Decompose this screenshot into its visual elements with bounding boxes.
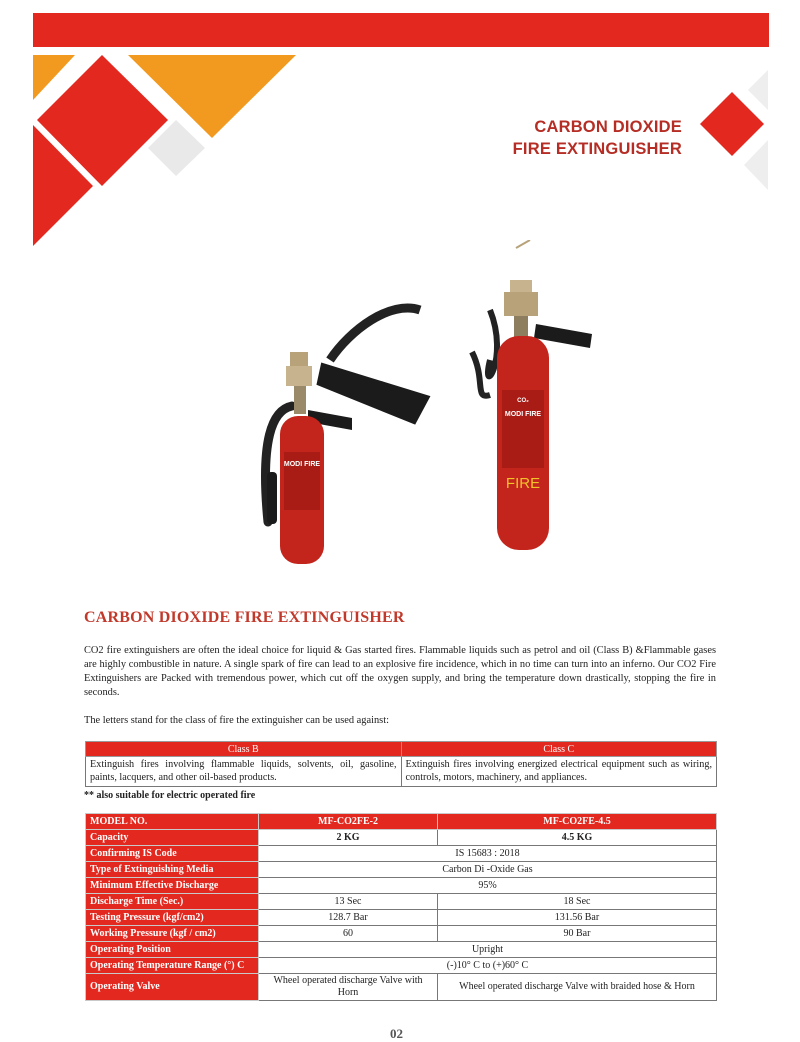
spec-label: Operating Position (86, 942, 259, 958)
spec-row-is-code (86, 846, 717, 862)
deco-grey-triangle-right-bottom (744, 140, 768, 190)
spec-value: Wheel operated discharge Valve with Horn (259, 974, 438, 1001)
spec-value: (-)10° C to (+)60° C (259, 958, 717, 974)
spec-value: Wheel operated discharge Valve with braided hose & Horn (438, 974, 717, 1001)
large-extinguisher (307, 240, 592, 550)
small-label-brand: MODI FIRE (283, 461, 321, 468)
spec-table (85, 813, 717, 1001)
spec-label: Operating Valve (86, 974, 259, 1001)
title-line-2: FIRE EXTINGUISHER (512, 140, 682, 158)
large-label-co2: CO₂ (517, 398, 529, 404)
spec-header-label: MODEL NO. (86, 814, 259, 830)
deco-grey-triangle-right-top (748, 70, 768, 110)
spec-row-temp-range (86, 958, 717, 974)
section-heading: CARBON DIOXIDE FIRE EXTINGUISHER (84, 609, 405, 626)
class-b-description: Extinguish fires involving flammable liquids, solvents, oil, gasoline, paints, lacquers, and other oil-based products. (86, 757, 402, 787)
large-horn (307, 323, 438, 457)
spec-label: Discharge Time (Sec.) (86, 894, 259, 910)
fire-class-header-row (86, 742, 717, 757)
spec-row-valve (86, 974, 717, 1001)
deco-red-diamond-right (700, 92, 764, 156)
fire-class-table (85, 741, 717, 787)
spec-row-min-discharge (86, 878, 717, 894)
spec-row-position (86, 942, 717, 958)
class-intro-paragraph: The letters stand for the class of fire the extinguisher can be used against: (84, 715, 389, 726)
spec-row-working-pressure (86, 926, 717, 942)
spec-header-model-2: MF-CO2FE-2 (259, 814, 438, 830)
spec-row-discharge-time (86, 894, 717, 910)
large-label-brand: MODI FIRE (504, 411, 542, 418)
title-line-1: CARBON DIOXIDE (534, 118, 682, 136)
spec-row-capacity (86, 830, 717, 846)
large-hose-upper (330, 308, 420, 360)
spec-value: 128.7 Bar (259, 910, 438, 926)
class-c-header: Class C (401, 742, 717, 757)
spec-value: 4.5 KG (438, 830, 717, 846)
spec-label: Testing Pressure (kgf/cm2) (86, 910, 259, 926)
spec-label: Confirming IS Code (86, 846, 259, 862)
intro-paragraph: CO2 fire extinguishers are often the ideal choice for liquid & Gas started fires. Flammable liquids such as petrol and oil (Class B) &Flammable gases are highly combustible in nature. A single spark of fire can lead to an explosive fire incidence, which in no time can turn into an inferno. Our CO2 Fire Extinguishers are Packed with tremendous power, which cut off the oxygen supply, and bring the temperature down drastically, stopping the fire in seconds. (84, 645, 716, 698)
page-number: 02 (390, 1026, 403, 1041)
fire-class-row (86, 757, 717, 787)
small-horn (267, 472, 277, 524)
spec-header-model-4-5: MF-CO2FE-4.5 (438, 814, 717, 830)
spec-value: 131.56 Bar (438, 910, 717, 926)
electric-note: ** also suitable for electric operated fire (84, 790, 256, 801)
spec-header-row (86, 814, 717, 830)
spec-value: 18 Sec (438, 894, 717, 910)
spec-value: IS 15683 : 2018 (259, 846, 717, 862)
spec-value: 60 (259, 926, 438, 942)
spec-value: 13 Sec (259, 894, 438, 910)
spec-value: 95% (259, 878, 717, 894)
page-title (513, 116, 682, 160)
spec-label: Minimum Effective Discharge (86, 878, 259, 894)
class-b-header: Class B (86, 742, 402, 757)
spec-label: Working Pressure (kgf / cm2) (86, 926, 259, 942)
spec-value: 90 Bar (438, 926, 717, 942)
spec-label: Operating Temperature Range (°) C (86, 958, 259, 974)
spec-row-testing-pressure (86, 910, 717, 926)
large-label-fire: FIRE (505, 475, 541, 492)
extinguisher-photo (240, 240, 600, 570)
spec-value: 2 KG (259, 830, 438, 846)
spec-label: Capacity (86, 830, 259, 846)
spec-value: Carbon Di -Oxide Gas (259, 862, 717, 878)
spec-row-media (86, 862, 717, 878)
spec-label: Type of Extinguishing Media (86, 862, 259, 878)
spec-value: Upright (259, 942, 717, 958)
class-c-description: Extinguish fires involving energized electrical equipment such as wiring, controls, motors, machinery, and appliances. (401, 757, 717, 787)
